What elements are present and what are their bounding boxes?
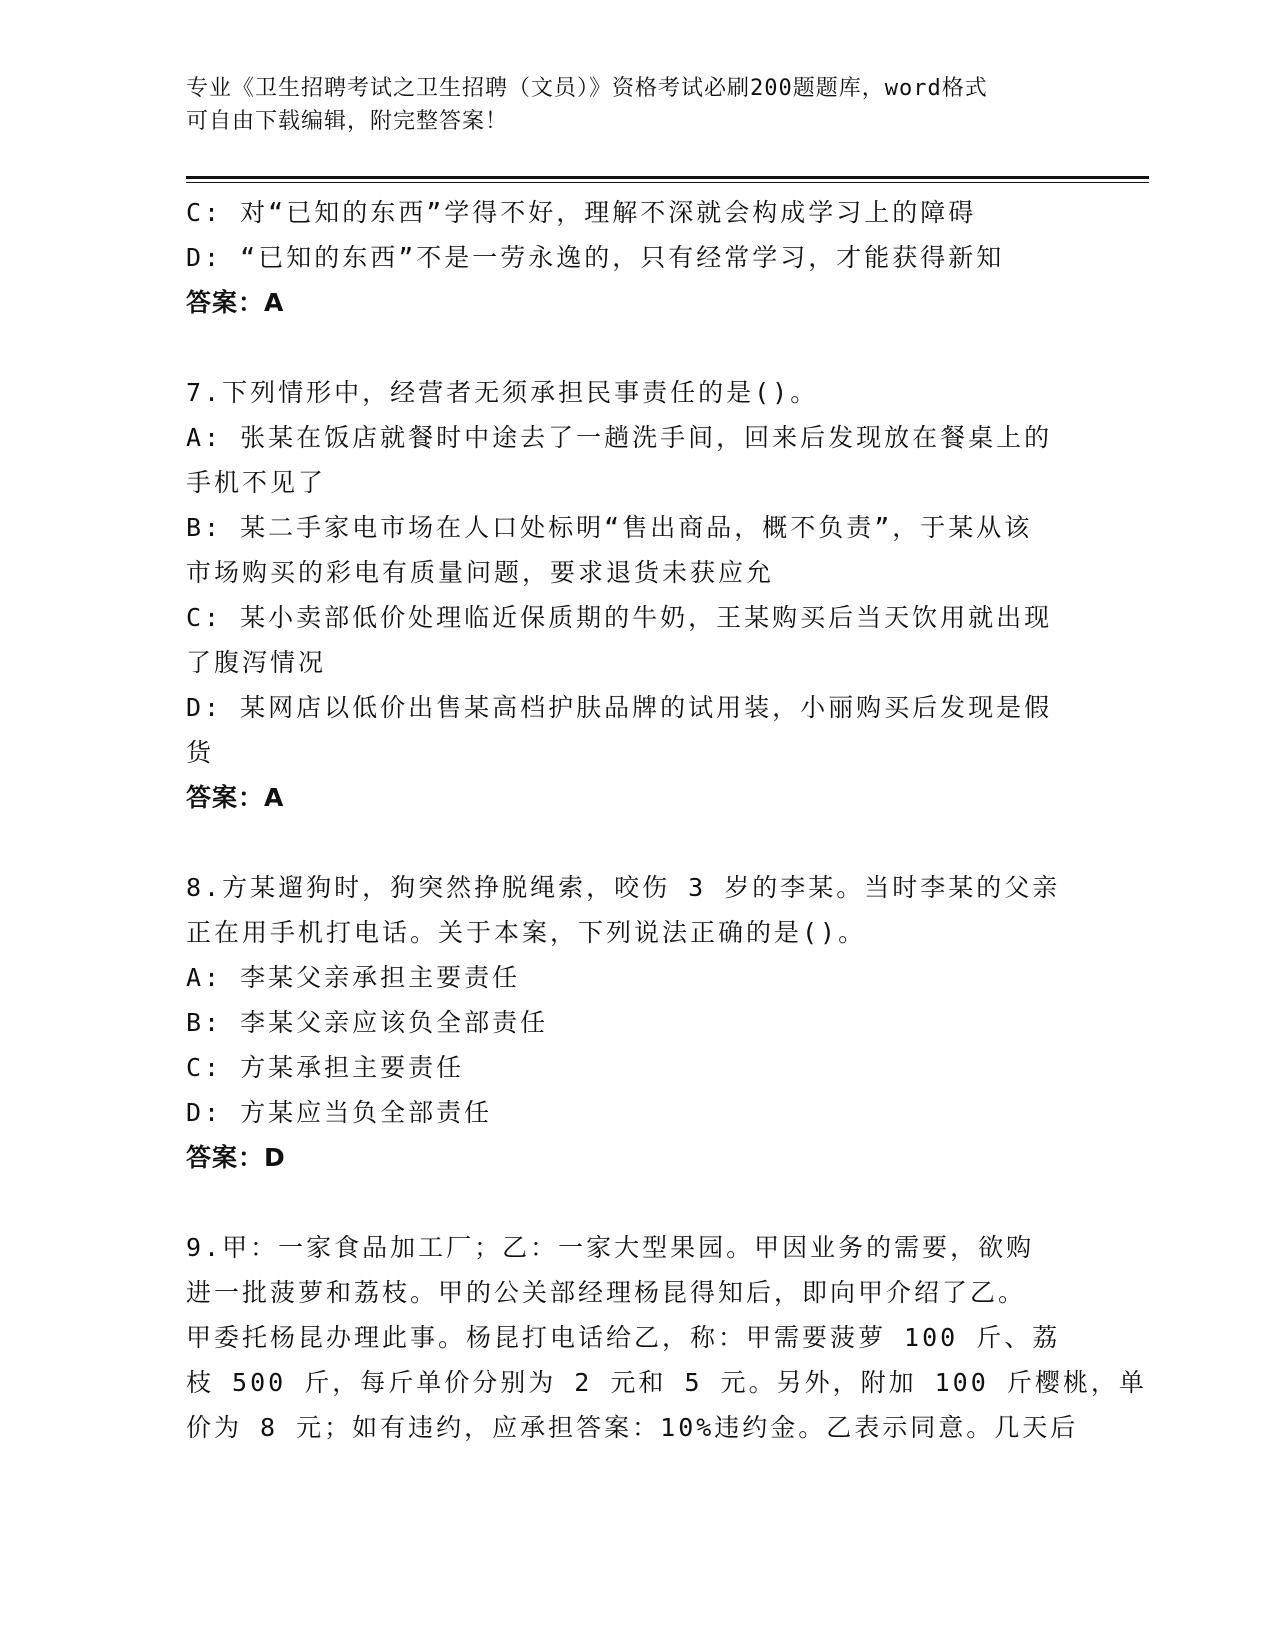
question-7 (186, 370, 1076, 820)
option-c: C: 对“已知的东西”学得不好，理解不深就会构成学习上的障碍 (186, 198, 977, 227)
option-a: A: 张某在饭店就餐时中途去了一趟洗手间，回来后发现放在餐桌上的 (186, 423, 1053, 452)
question-stem: 7.下列情形中，经营者无须承担民事责任的是()。 (186, 378, 819, 407)
question-stem: 9.甲：一家食品加工厂；乙：一家大型果园。甲因业务的需要，欲购 (186, 1233, 1035, 1262)
question-6-tail (186, 190, 1076, 325)
question-stem-cont: 价为 8 元；如有违约，应承担答案：10%违约金。乙表示同意。几天后 (186, 1413, 1079, 1442)
spacer (186, 325, 1076, 370)
header-rule-thin (186, 182, 1149, 183)
option-b: B: 某二手家电市场在人口处标明“售出商品，概不负责”，于某从该 (186, 513, 1033, 542)
question-stem: 8.方某遛狗时，狗突然挣脱绳索，咬伤 3 岁的李某。当时李某的父亲 (186, 873, 1061, 902)
option-a-cont: 手机不见了 (186, 468, 327, 497)
question-9 (186, 1225, 1147, 1450)
header-line-1: 专业《卫生招聘考试之卫生招聘（文员）》资格考试必刷200题题库，word格式 (186, 76, 988, 101)
option-c: C: 某小卖部低价处理临近保质期的牛奶，王某购买后当天饮用就出现 (186, 603, 1053, 632)
spacer (186, 820, 1076, 865)
answer: 答案：A (186, 783, 285, 812)
option-a: A: 李某父亲承担主要责任 (186, 963, 521, 992)
option-c-cont: 了腹泻情况 (186, 648, 327, 677)
answer: 答案：D (186, 1143, 286, 1172)
question-stem-cont: 甲委托杨昆办理此事。杨昆打电话给乙，称：甲需要菠萝 100 斤、荔 (186, 1323, 1061, 1352)
document-header (186, 72, 1066, 138)
option-d: D: “已知的东西”不是一劳永逸的，只有经常学习，才能获得新知 (186, 243, 1005, 272)
question-stem-cont: 正在用手机打电话。关于本案，下列说法正确的是()。 (186, 918, 867, 947)
question-stem-cont: 枝 500 斤，每斤单价分别为 2 元和 5 元。另外，附加 100 斤樱桃，单 (186, 1368, 1147, 1397)
option-b: B: 李某父亲应该负全部责任 (186, 1008, 549, 1037)
option-d-cont: 货 (186, 738, 215, 767)
question-8 (186, 865, 1076, 1180)
option-b-cont: 市场购买的彩电有质量问题，要求退货未获应允 (186, 558, 775, 587)
option-d: D: 某网店以低价出售某高档护肤品牌的试用装，小丽购买后发现是假 (186, 693, 1053, 722)
option-d: D: 方某应当负全部责任 (186, 1098, 493, 1127)
question-stem-cont: 进一批菠萝和荔枝。甲的公关部经理杨昆得知后，即向甲介绍了乙。 (186, 1278, 1027, 1307)
answer: 答案：A (186, 288, 285, 317)
document-body (186, 190, 1147, 1450)
spacer (186, 1180, 1076, 1225)
option-c: C: 方某承担主要责任 (186, 1053, 465, 1082)
header-rule-thick (186, 176, 1149, 179)
header-line-2: 可自由下载编辑，附完整答案！ (186, 109, 509, 134)
